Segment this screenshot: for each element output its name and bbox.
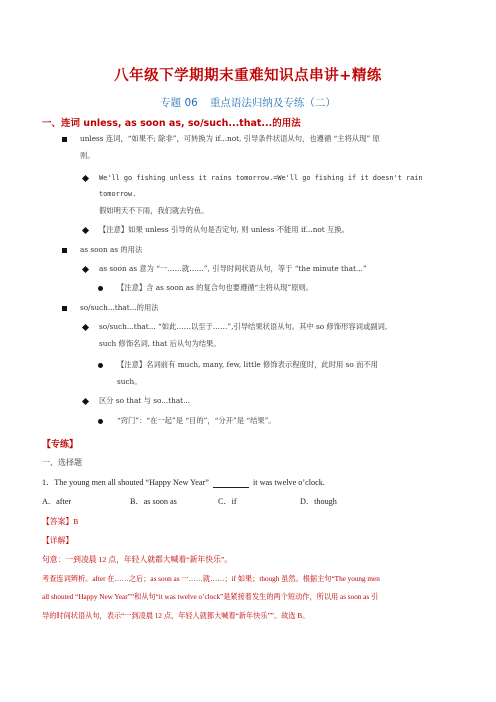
unless-example-line1: We'll go fishing unless it rains tomorrow.=We'll go fishing if it doesn't rain [99, 174, 423, 182]
unless-example-translation: 假如明天不下雨，我们就去钓鱼。 [99, 206, 209, 215]
question-1-stem-end: it was twelve o’clock. [253, 478, 325, 487]
subtitle-name: 重点语法归纳及专练（二） [209, 97, 336, 109]
practice-heading: 【专练】 [42, 440, 79, 450]
option-c: C．if [218, 497, 237, 506]
detail-line-4: 导的时间状语从句，表示“一到凌晨 12 点，年轻人就都大喊着“新年快乐””。故选 B。 [42, 612, 310, 620]
option-a: A．after [42, 497, 72, 506]
answer-label: 【答案】B [42, 517, 79, 526]
diamond-bullet-icon [83, 266, 88, 274]
detail-label: 【详解】 [42, 536, 74, 545]
round-bullet-icon [98, 285, 103, 293]
sosuch-definition-line2: such 修饰名词, that 后从句为结果。 [99, 339, 221, 348]
practice-part: 一、选择题 [42, 458, 82, 467]
sosuch-head: so/such...that...的用法 [80, 303, 159, 312]
diamond-bullet-icon [83, 324, 88, 332]
detail-line-1: 句意：一到凌晨 12 点，年轻人就都大喊着“新年快乐”。 [42, 555, 233, 564]
assoonas-definition: as soon as 意为 “一……就……”, 引导时间状语从句，等于 “the minute that...” [99, 264, 367, 273]
square-bullet-icon [62, 136, 67, 144]
detail-line-2: 考查连词辨析。after 在……之后；as soon as 一……就……；if 如果；though 虽然。根据主句“The young men [42, 575, 380, 583]
subtitle-topic: 专题 06 [160, 97, 198, 109]
question-1-stem: 1．The young men all shouted “Happy New Year” [42, 478, 209, 487]
detail-line-3: all shouted “Happy New Year””和从句“it was twelve o’clock”是紧接着发生的两个短动作，所以用 as soon as 引 [42, 593, 379, 601]
page-subtitle [0, 95, 496, 110]
sosuch-diff-detail: “窍门”：“在一起”是 “目的”，“分开”是 “结果”。 [117, 416, 276, 425]
diamond-bullet-icon [83, 227, 88, 235]
unless-example-line2: tomorrow. [99, 190, 137, 198]
question-1-blank [213, 479, 249, 488]
sosuch-note-line1: 【注意】名词前有 much, many, few, little 修饰表示程度时，此时用 so 而不用 [117, 360, 378, 369]
section-heading-conjunctions: 一、连词 unless, as soon as, so/such...that...的用法 [42, 118, 301, 129]
unless-note: 【注意】如果 unless 引导的从句是否定句, 则 unless 不能用 if...not 互换。 [99, 225, 349, 234]
assoonas-head: as soon as 的用法 [80, 245, 143, 254]
round-bullet-icon [98, 418, 103, 426]
diamond-bullet-icon [83, 398, 88, 406]
page-title: 八年级下学期期末重难知识点串讲+精练 [114, 68, 382, 84]
option-d: D．though [300, 497, 337, 506]
assoonas-note: 【注意】含 as soon as 的复合句也要遵循“主将从现”原则。 [117, 283, 314, 292]
square-bullet-icon [62, 305, 67, 313]
question-1 [42, 477, 325, 488]
unless-definition-line2: 则。 [80, 151, 95, 160]
sosuch-diff-head: 区分 so that 与 so...that... [99, 396, 191, 405]
sosuch-definition-line1: so/such...that... “如此……以至于……”,引导结果状语从句。其中 so 修饰形容词或副词, [99, 322, 388, 331]
diamond-bullet-icon [83, 175, 88, 183]
round-bullet-icon [98, 362, 103, 370]
square-bullet-icon [62, 247, 67, 255]
unless-definition-line1: unless 连词，“如果不; 除非”，可转换为 if...not, 引导条件状语从句，也遵循 “主将从现” 原 [80, 134, 380, 143]
sosuch-note-line2: such。 [117, 377, 142, 386]
option-b: B．as soon as [130, 497, 177, 506]
